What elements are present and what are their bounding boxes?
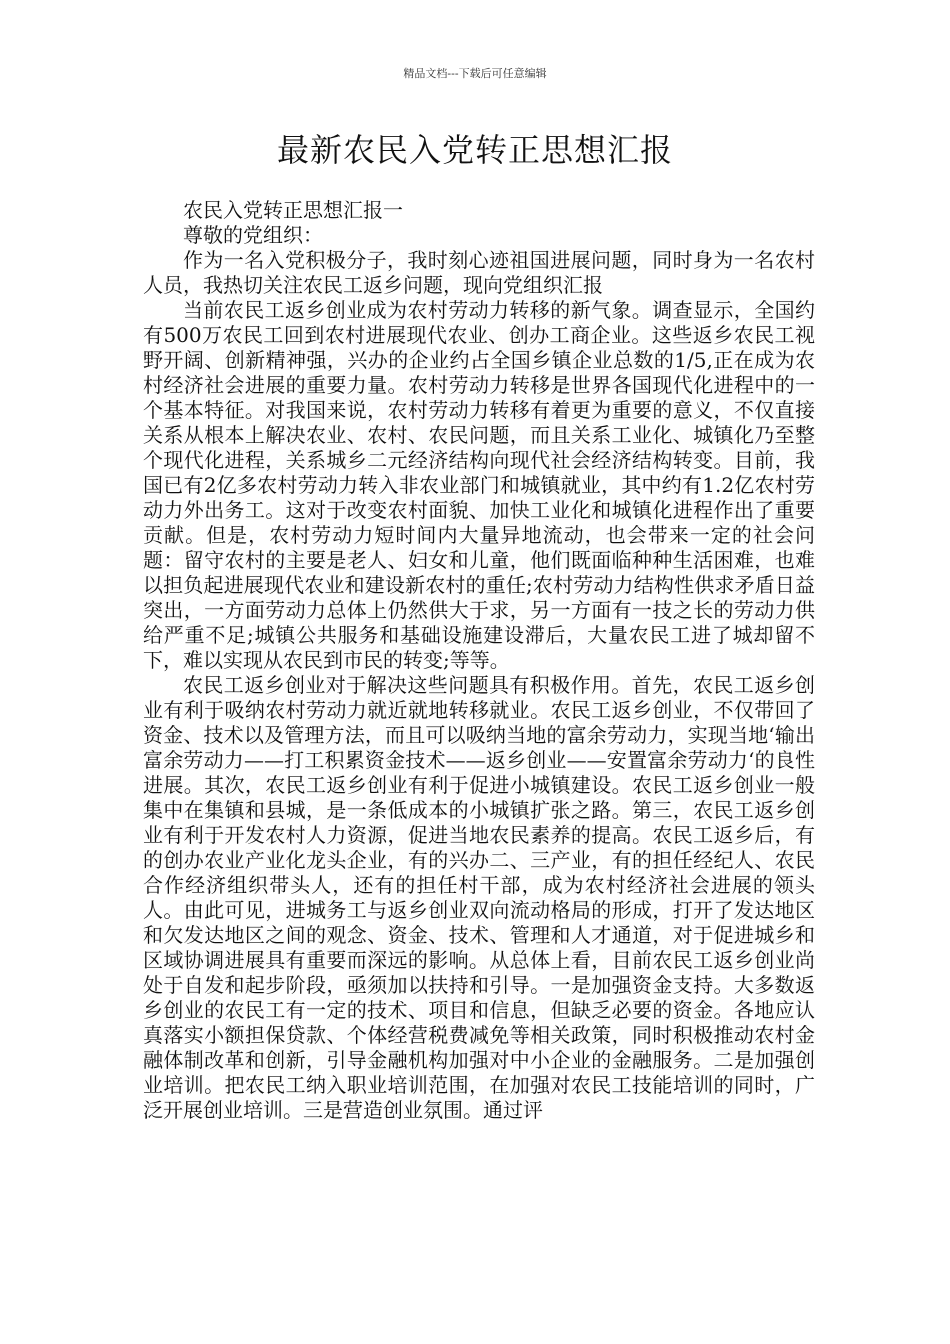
- header-note: 精品文档---下载后可任意编辑: [403, 67, 547, 80]
- document-body: [143, 198, 815, 1123]
- body-paragraph: 当前农民工返乡创业成为农村劳动力转移的新气象。调查显示，全国约有500万农民工回到农村进展现代农业、创办工商企业。这些返乡农民工视野开阔、创新精神强，兴办的企业约占全国乡镇企业总数的1/5,正在成为农村经济社会进展的重要力量。农村劳动力转移是世界各国现代化进程中的一个基本特征。对我国来说，农村劳动力转移有着更为重要的意义，不仅直接关系从根本上解决农业、农村、农民问题，而且关系工业化、城镇化乃至整个现代化进程，关系城乡二元经济结构向现代社会经济结构转变。目前，我国已有2亿多农村劳动力转入非农业部门和城镇就业，其中约有1.2亿农村劳动力外出务工。这对于改变农村面貌、加快工业化和城镇化进程作出了重要贡献。但是，农村劳动力短时间内大量异地流动，也会带来一定的社会问题：留守农村的主要是老人、妇女和儿童，他们既面临种种生活困难，也难以担负起进展现代农业和建设新农村的重任;农村劳动力结构性供求矛盾日益突出，一方面劳动力总体上仍然供大于求，另一方面有一技之长的劳动力供给严重不足;城镇公共服务和基础设施建设滞后，大量农民工进了城却留不下，难以实现从农民到市民的转变;等等。: [143, 298, 815, 672]
- body-paragraph: 作为一名入党积极分子，我时刻心迹祖国进展问题，同时身为一名农村人员，我热切关注农民工返乡问题，现向党组织汇报: [143, 248, 815, 297]
- document-title: 最新农民入党转正思想汇报: [276, 131, 673, 169]
- salutation: 尊敬的党组织：: [183, 223, 323, 247]
- section-heading: 农民入党转正思想汇报一: [183, 198, 403, 222]
- body-paragraph: 农民工返乡创业对于解决这些问题具有积极作用。首先，农民工返乡创业有利于吸纳农村劳动力就近就地转移就业。农民工返乡创业，不仅带回了资金、技术以及管理方法，而且可以吸纳当地的富余劳动力，实现当地‘输出富余劳动力——打工积累资金技术——返乡创业——安置富余劳动力‘的良性进展。其次，农民工返乡创业有利于促进小城镇建设。农民工返乡创业一般集中在集镇和县城，是一条低成本的小城镇扩张之路。第三，农民工返乡创业有利于开发农村人力资源，促进当地农民素养的提高。农民工返乡后，有的创办农业产业化龙头企业，有的兴办二、三产业，有的担任经纪人、农民合作经济组织带头人，还有的担任村干部，成为农村经济社会进展的领头人。由此可见，进城务工与返乡创业双向流动格局的形成，打开了发达地区和欠发达地区之间的观念、资金、技术、管理和人才通道，对于促进城乡和区域协调进展具有重要而深远的影响。从总体上看，目前农民工返乡创业尚处于自发和起步阶段，亟须加以扶持和引导。一是加强资金支持。大多数返乡创业的农民工有一定的技术、项目和信息，但缺乏必要的资金。各地应认真落实小额担保贷款、个体经营税费减免等相关政策，同时积极推动农村金融体制改革和创新，引导金融机构加强对中小企业的金融服务。二是加强创业培训。把农民工纳入职业培训范围，在加强对农民工技能培训的同时，广泛开展创业培训。三是营造创业氛围。通过评: [143, 673, 815, 1122]
